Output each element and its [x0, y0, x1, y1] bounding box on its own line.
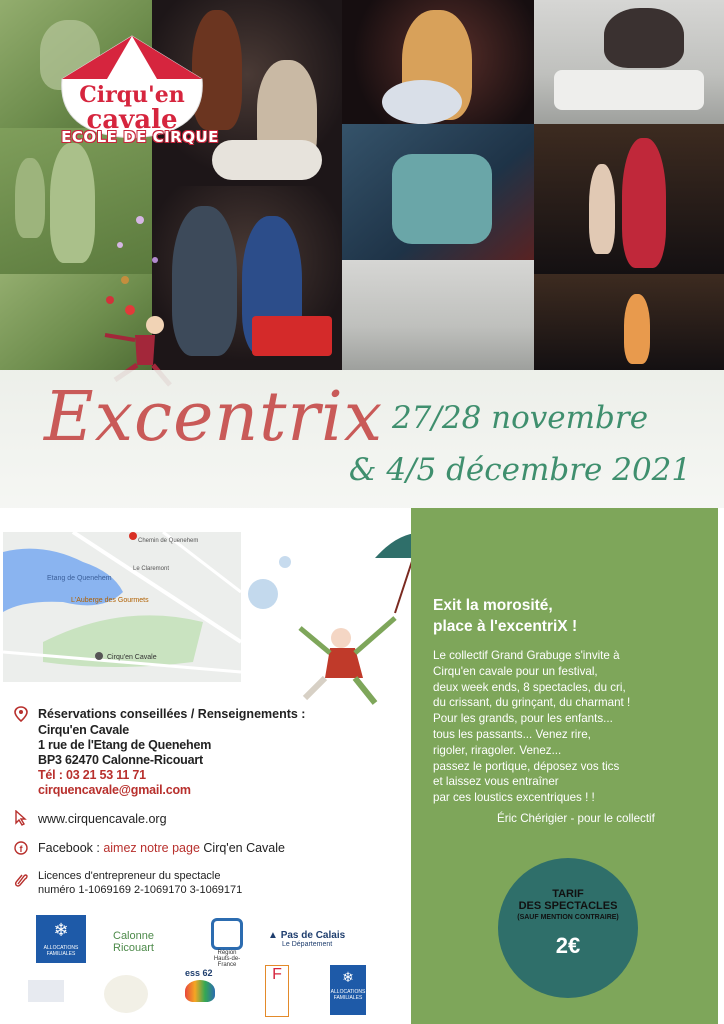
svg-text:Etang de Quenehem: Etang de Quenehem	[47, 575, 112, 582]
photo-clown-musician	[342, 0, 534, 124]
photo-puppet-hands	[342, 124, 534, 260]
reservation-email[interactable]: cirquencavale@gmail.com	[38, 783, 191, 797]
svg-text:Cirqu'en: Cirqu'en	[79, 82, 185, 108]
tarif-badge	[498, 858, 638, 998]
panel-body	[433, 648, 703, 806]
region-logo: Région Hauts-de-France	[205, 918, 249, 968]
facebook-line[interactable]	[38, 841, 285, 855]
event-dates-line2: & 4/5 décembre 2021	[348, 452, 692, 488]
headline-line1: Exit la morosité,	[433, 597, 553, 614]
svg-text:Chemin de Quenehem: Chemin de Quenehem	[138, 538, 199, 544]
tarif-line1: TARIF	[552, 888, 584, 900]
svg-text:Cirqu'en Cavale: Cirqu'en Cavale	[107, 654, 157, 661]
event-title: Excentrix	[44, 378, 384, 457]
photo-stage-performer	[534, 274, 724, 370]
location-map[interactable]	[3, 532, 241, 682]
photo-grey-wall	[342, 260, 534, 370]
paperclip-icon	[14, 872, 28, 888]
msa-logo	[28, 980, 64, 1002]
headline-line2: place à l'excentriX !	[433, 618, 578, 635]
body-line: Le collectif Grand Grabuge s'invite à	[433, 649, 620, 662]
svg-text:cavale: cavale	[86, 105, 178, 135]
location-pin-icon	[14, 706, 28, 722]
facebook-prefix: Facebook :	[38, 841, 104, 855]
reservation-address2: BP3 62470 Calonne-Ricouart	[38, 753, 203, 767]
logo-subtitle: ECOLE DE CIRQUE	[61, 128, 219, 146]
bethune-logo	[104, 975, 148, 1013]
reservation-title: Réservations conseillées / Renseignements :	[38, 707, 306, 721]
event-dates-line1: 27/28 novembre	[391, 400, 649, 436]
licences-line1: Licences d'entrepreneur du spectacle	[38, 870, 221, 882]
photo-collage	[0, 0, 724, 370]
facebook-page: Cirq'en Cavale	[203, 841, 285, 855]
fdc-logo: F	[265, 965, 289, 1017]
body-line: du crissant, du grinçant, du charmant !	[433, 696, 631, 710]
caf-logo: ❄ ALLOCATIONS FAMILIALES	[36, 915, 86, 963]
facebook-icon	[14, 840, 28, 856]
body-line: Pour les grands, pour les enfants...	[433, 712, 613, 726]
reservation-name: Cirqu'en Cavale	[38, 723, 129, 737]
cursor-icon	[14, 810, 28, 826]
tarif-price: 2€	[555, 933, 581, 958]
body-line: rigoler, riragoler. Venez...	[433, 743, 562, 757]
cirque-logo	[52, 34, 212, 142]
body-line: tous les passants... Venez rire,	[433, 727, 591, 741]
reservation-address1: 1 rue de l'Etang de Quenehem	[38, 738, 212, 752]
photo-red-dress	[534, 124, 724, 274]
photo-woman-papers	[534, 0, 724, 124]
tarif-line3: (SAUF MENTION CONTRAIRE)	[517, 914, 619, 921]
panel-signature: Éric Chérigier - pour le collectif	[497, 812, 655, 825]
ess62-logo: ess 62	[185, 968, 219, 1002]
svg-text:f: f	[19, 844, 23, 854]
facebook-middle: aimez notre page	[103, 841, 204, 855]
body-line: Cirqu'en cavale pour un festival,	[433, 664, 598, 678]
tarif-line2: DES SPECTACLES	[518, 900, 618, 912]
body-line: par ces loustics excentriques ! !	[433, 791, 595, 805]
website-link[interactable]: www.cirquencavale.org	[38, 812, 167, 826]
licences-line2: numéro 1-1069169 2-1069170 3-1069171	[38, 884, 243, 896]
body-line: deux week ends, 8 spectacles, du cri,	[433, 680, 626, 694]
svg-text:Le Claremont: Le Claremont	[133, 566, 170, 572]
caf-logo-2: ❄ ALLOCATIONS FAMILIALES	[330, 965, 366, 1015]
calonne-logo: Calonne Ricouart	[113, 930, 154, 954]
body-line: passez le portique, déposez vos tics	[433, 759, 620, 773]
svg-text:L'Auberge des Gourmets: L'Auberge des Gourmets	[71, 597, 149, 604]
pas-de-calais-logo: ▲ Pas de Calais Le Département	[268, 930, 346, 948]
body-line: et laissez vous entraîner	[433, 775, 559, 789]
reservation-phone[interactable]: Tél : 03 21 53 11 71	[38, 768, 146, 782]
panel-headline	[433, 595, 577, 637]
